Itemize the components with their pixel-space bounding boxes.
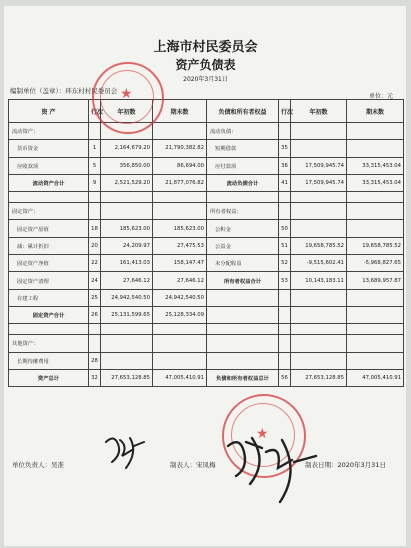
asset-line [89,324,101,335]
liability-begin [291,192,347,203]
table-row [9,352,404,369]
asset-end: 27,475.53 [153,237,207,254]
asset-name: 固定资产： [9,203,89,220]
table-row [9,272,404,289]
asset-begin [101,352,153,369]
table-row [9,306,404,323]
asset-line: 1 [89,140,101,157]
asset-begin: 356,850.00 [101,157,153,174]
asset-begin: 161,413.03 [101,255,153,272]
col-end-2: 期末数 [347,100,404,123]
liability-name [207,324,279,335]
footer-leader [12,460,64,469]
liability-begin: -9,515,602.41 [291,255,347,272]
document-subtitle: 资产负债表 [175,58,236,72]
liability-begin: 19,658,785.52 [291,237,347,254]
asset-end: 25,128,334.09 [153,306,207,323]
asset-begin: 27,646.12 [101,272,153,289]
asset-name: 资产总计 [9,369,89,386]
liability-name: 所有者权益合计 [207,272,279,289]
asset-line: 28 [89,352,101,369]
org-seal: ★ [92,62,164,134]
liability-end: -5,968,827.65 [347,255,404,272]
liability-name: 应付款项 [207,157,279,174]
footer-date-value: 2020年3月31日 [337,461,386,469]
asset-line [89,123,101,140]
asset-line: 24 [89,272,101,289]
liability-end: 13,689,957.87 [347,272,404,289]
asset-line: 9 [89,174,101,191]
table-row [9,220,404,237]
asset-line: 26 [89,306,101,323]
table-row [9,140,404,157]
document-title: 上海市村民委员会 [153,40,258,55]
liability-name: 未分配收益 [207,255,279,272]
preparer-name: 宋凤梅 [196,461,216,469]
asset-begin: 2,521,529.20 [101,174,153,191]
liability-line: 36 [279,157,291,174]
asset-name: 固定资产合计 [9,306,89,323]
liability-begin [291,203,347,220]
liability-name: 短期借款 [207,140,279,157]
liability-line: 53 [279,272,291,289]
liability-line: 50 [279,220,291,237]
col-liability: 负债和所有者权益 [207,100,279,123]
leader-label: 单位负责人： [12,461,51,469]
liability-end [347,306,404,323]
asset-begin: 24,942,540.50 [101,289,153,306]
liability-line: 35 [279,140,291,157]
liability-begin [291,140,347,157]
table-row [9,289,404,306]
asset-begin [101,324,153,335]
footer-date-label: 制表日期： [305,461,338,469]
asset-name: 流动资产： [9,123,89,140]
asset-name: 应收款项 [9,157,89,174]
col-asset: 资 产 [9,100,89,123]
asset-end [153,352,207,369]
liability-line [279,203,291,220]
table-row [9,157,404,174]
table-row [9,123,404,140]
table-row [9,324,404,335]
col-begin-2: 年初数 [291,100,347,123]
asset-name: 固定资产清理 [9,272,89,289]
liability-end: 19,658,785.52 [347,237,404,254]
liability-line [279,306,291,323]
asset-line [89,203,101,220]
preparer-signature [222,432,322,512]
leader-name: 吴准 [51,461,64,469]
liability-end [347,289,404,306]
liability-begin [291,289,347,306]
col-end: 期末数 [153,100,207,123]
asset-end: 21,877,076.82 [153,174,207,191]
preparer-label: 制表人： [170,461,196,469]
liability-line [279,324,291,335]
asset-end: 47,005,410.91 [153,369,207,386]
liability-end: 33,315,453.04 [347,174,404,191]
leader-signature [102,432,147,472]
liability-end: 47,005,410.91 [347,369,404,386]
asset-end [153,192,207,203]
asset-begin [101,335,153,352]
asset-name: 其他资产： [9,335,89,352]
liability-line [279,352,291,369]
asset-end [153,335,207,352]
asset-line: 20 [89,237,101,254]
liability-name [207,192,279,203]
table-row [9,369,404,386]
liability-line [279,123,291,140]
asset-name: 流动资产合计 [9,174,89,191]
liability-begin [291,352,347,369]
liability-name [207,306,279,323]
asset-begin: 25,131,599.65 [101,306,153,323]
liability-begin [291,123,347,140]
liability-begin [291,306,347,323]
liability-begin: 17,509,945.74 [291,174,347,191]
liability-line: 52 [279,255,291,272]
asset-name: 长期待摊费用 [9,352,89,369]
liability-name: 负债和所有者权益总计 [207,369,279,386]
liability-name: 所有者权益： [207,203,279,220]
liability-name: 流动负债合计 [207,174,279,191]
table-row [9,192,404,203]
liability-line: 41 [279,174,291,191]
table-row [9,335,404,352]
asset-begin [101,192,153,203]
asset-line: 22 [89,255,101,272]
liability-begin [291,220,347,237]
asset-end: 27,646.12 [153,272,207,289]
liability-name [207,335,279,352]
approval-seal: ★ [222,394,306,478]
liability-name: 流动负债： [207,123,279,140]
asset-name [9,324,89,335]
asset-name: 固定资产净值 [9,255,89,272]
liability-line: 56 [279,369,291,386]
asset-line: 25 [89,289,101,306]
liability-begin [291,335,347,352]
asset-end [153,324,207,335]
liability-begin: 10,143,183.11 [291,272,347,289]
liability-end [347,220,404,237]
liability-name: 公积金 [207,220,279,237]
liability-end [347,203,404,220]
col-line-2: 行次 [279,100,291,123]
asset-begin [101,203,153,220]
liability-line [279,192,291,203]
table-header-row [9,100,404,123]
asset-line: 18 [89,220,101,237]
asset-line [89,192,101,203]
liability-begin: 17,509,945.74 [291,157,347,174]
asset-end: 185,623.00 [153,220,207,237]
table-row [9,203,404,220]
asset-name [9,192,89,203]
asset-begin: 185,623.00 [101,220,153,237]
asset-line [89,335,101,352]
asset-begin: 27,653,128.85 [101,369,153,386]
asset-line: 32 [89,369,101,386]
asset-end: 21,790,382.82 [153,140,207,157]
asset-begin: 2,164,679.20 [101,140,153,157]
asset-begin [101,123,153,140]
liability-line: 51 [279,237,291,254]
liability-name: 公益金 [207,237,279,254]
liability-line [279,289,291,306]
org-name: 环东村村民委员会 [65,87,118,95]
table-row [9,237,404,254]
asset-name: 减：累计折旧 [9,237,89,254]
liability-end [347,335,404,352]
liability-end [347,140,404,157]
liability-line [279,335,291,352]
liability-name [207,289,279,306]
col-begin: 年初数 [101,100,153,123]
liability-end [347,324,404,335]
asset-end [153,203,207,220]
liability-end [347,192,404,203]
liability-end: 33,315,453.04 [347,157,404,174]
liability-name [207,352,279,369]
asset-end: 86,694.00 [153,157,207,174]
table-row [9,255,404,272]
asset-end: 158,147.47 [153,255,207,272]
footer-preparer [170,460,216,469]
asset-name: 货币资金 [9,140,89,157]
balance-sheet-table [8,99,404,387]
liability-end [347,123,404,140]
asset-end [153,123,207,140]
asset-name: 在建工程 [9,289,89,306]
asset-line: 5 [89,157,101,174]
liability-begin: 27,653,128.85 [291,369,347,386]
currency-unit: 单位：元 [368,93,393,100]
table-row [9,174,404,191]
liability-end [347,352,404,369]
liability-begin [291,324,347,335]
org-line [10,86,117,95]
report-date: 2020年3月31日 [183,76,228,83]
asset-end: 24,942,540.50 [153,289,207,306]
col-line: 行次 [89,100,101,123]
asset-begin: 24,209.97 [101,237,153,254]
asset-name: 固定资产原值 [9,220,89,237]
org-label: 编制单位（盖章）： [10,87,66,95]
